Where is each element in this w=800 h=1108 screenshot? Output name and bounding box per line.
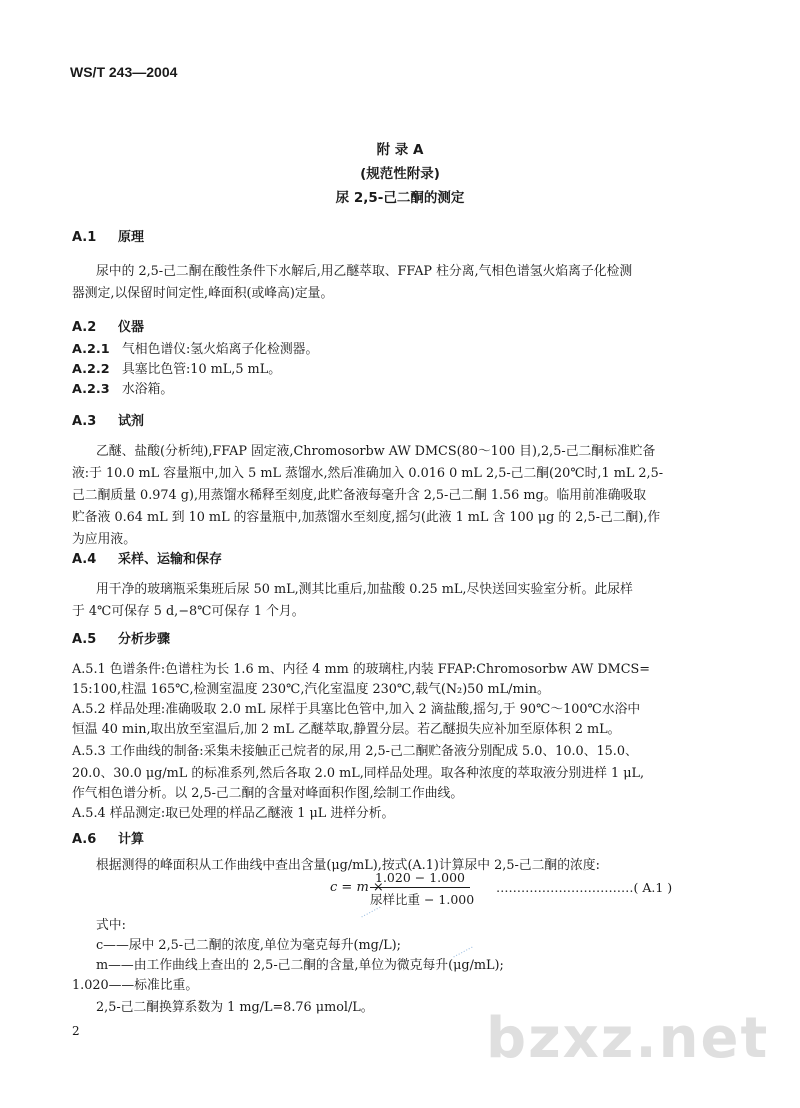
- paragraph-line: 为应用液。: [72, 532, 136, 547]
- watermark: bzxz.net: [486, 1006, 770, 1071]
- section-title: 采样、运输和保存: [118, 552, 223, 567]
- section-number: A.2: [72, 320, 97, 335]
- item-number: A.2.2: [72, 362, 110, 377]
- conversion-factor: 2,5-己二酮换算系数为 1 mg/L=8.76 μmol/L。: [96, 1000, 374, 1015]
- definition-line: 1.020——标准比重。: [72, 978, 199, 993]
- item-number: A.2.1: [72, 342, 110, 357]
- section-number: A.4: [72, 552, 97, 567]
- item-text: 水浴箱。: [122, 382, 174, 397]
- section-title: 计算: [118, 832, 145, 847]
- list-item: [72, 378, 173, 397]
- paragraph-line: 器测定,以保留时间定性,峰面积(或峰高)定量。: [72, 286, 334, 301]
- section-title: 仪器: [118, 320, 145, 335]
- section-a6-heading: [72, 828, 144, 847]
- section-a4-heading: [72, 548, 222, 567]
- section-title: 分析步骤: [118, 632, 171, 647]
- formula-denominator: 尿样比重 − 1.000: [370, 892, 475, 907]
- annex-title: 附 录 A: [376, 142, 424, 158]
- section-title: 原理: [118, 230, 145, 245]
- annex-name: 尿 2,5-己二酮的测定: [335, 190, 465, 206]
- formula-reference: ……………………………( A.1 ): [496, 880, 673, 895]
- paragraph-line: 恒温 40 min,取出放至室温后,加 2 mL 乙醚萃取,静置分层。若乙醚损失应补加至原体积 2 mL。: [72, 722, 621, 737]
- standard-number: WS/T 243—2004: [70, 64, 178, 80]
- list-item: [72, 338, 318, 357]
- section-number: A.5: [72, 632, 97, 647]
- formula-lhs: c = m ×: [330, 880, 384, 895]
- paragraph-line: 尿中的 2,5-己二酮在酸性条件下水解后,用乙醚萃取、FFAP 柱分离,气相色谱氢火焰离子化检测: [96, 264, 633, 279]
- paragraph-line: 己二酮质量 0.974 g),用蒸馏水稀释至刻度,此贮备液每毫升含 2,5-己二酮 1.56 mg。临用前准确吸取: [72, 488, 647, 503]
- faint-stamp: ········: [358, 903, 384, 923]
- paragraph-line: 乙醚、盐酸(分析纯),FFAP 固定液,Chromosorbw AW DMCS(80～100 目),2,5-己二酮标准贮备: [96, 444, 656, 459]
- paragraph-line: A.5.2 样品处理:准确吸取 2.0 mL 尿样于具塞比色管中,加入 2 滴盐酸,摇匀,于 90℃～100℃水浴中: [72, 702, 641, 717]
- paragraph-line: 根据测得的峰面积从工作曲线中查出含量(μg/mL),按式(A.1)计算尿中 2,5-己二酮的浓度:: [96, 858, 600, 873]
- item-text: 气相色谱仪:氢火焰离子化检测器。: [122, 342, 319, 357]
- paragraph-line: 液:于 10.0 mL 容量瓶中,加入 5 mL 蒸馏水,然后准确加入 0.016 0 mL 2,5-己二酮(20℃时,1 mL 2,5-: [72, 466, 664, 481]
- paragraph-line: 贮备液 0.64 mL 到 10 mL 的容量瓶中,加蒸馏水至刻度,摇匀(此液 1 mL 含 100 μg 的 2,5-己二酮),作: [72, 510, 661, 525]
- paragraph-line: 于 4℃可保存 5 d,−8℃可保存 1 个月。: [72, 604, 305, 619]
- paragraph-line: 用干净的玻璃瓶采集班后尿 50 mL,测其比重后,加盐酸 0.25 mL,尽快送回实验室分析。此尿样: [96, 582, 633, 597]
- definition-line: c——尿中 2,5-己二酮的浓度,单位为毫克每升(mg/L);: [96, 938, 401, 953]
- formula-a1: [0, 870, 800, 910]
- section-a5-heading: [72, 628, 170, 647]
- faint-stamp: ········: [450, 943, 476, 963]
- paragraph-line: A.5.1 色谱条件:色谱柱为长 1.6 m、内径 4 mm 的玻璃柱,内装 FFAP:Chromosorbw AW DMCS=: [72, 662, 650, 677]
- fraction-bar: [370, 887, 470, 888]
- item-number: A.2.3: [72, 382, 110, 397]
- definition-line: m——由工作曲线上查出的 2,5-己二酮的含量,单位为微克每升(μg/mL);: [96, 958, 504, 973]
- section-title: 试剂: [118, 414, 145, 429]
- formula-fraction: [370, 870, 475, 908]
- page-number: 2: [72, 1024, 80, 1038]
- where-label: 式中:: [96, 918, 126, 933]
- paragraph-line: A.5.3 工作曲线的制备:采集未接触正己烷者的尿,用 2,5-己二酮贮备液分别配成 5.0、10.0、15.0、: [72, 744, 638, 759]
- section-number: A.6: [72, 832, 97, 847]
- list-item: [72, 358, 281, 377]
- formula-numerator: 1.020 − 1.000: [375, 870, 465, 885]
- paragraph-line: 20.0、30.0 μg/mL 的标准系列,然后各取 2.0 mL,同样品处理。取各种浓度的萃取液分别进样 1 μL,: [72, 766, 645, 781]
- paragraph-line: 作气相色谱分析。以 2,5-己二酮的含量对峰面积作图,绘制工作曲线。: [72, 786, 464, 801]
- section-a1-heading: [72, 226, 144, 245]
- section-number: A.1: [72, 230, 97, 245]
- section-a3-heading: [72, 410, 144, 429]
- item-text: 具塞比色管:10 mL,5 mL。: [122, 362, 281, 377]
- paragraph-line: A.5.4 样品测定:取已处理的样品乙醚液 1 μL 进样分析。: [72, 806, 395, 821]
- paragraph-line: 15:100,柱温 165℃,检测室温度 230℃,汽化室温度 230℃,载气(N₂)50 mL/min。: [72, 682, 550, 697]
- section-a2-heading: [72, 316, 144, 335]
- annex-subtitle: (规范性附录): [360, 166, 440, 182]
- section-number: A.3: [72, 414, 97, 429]
